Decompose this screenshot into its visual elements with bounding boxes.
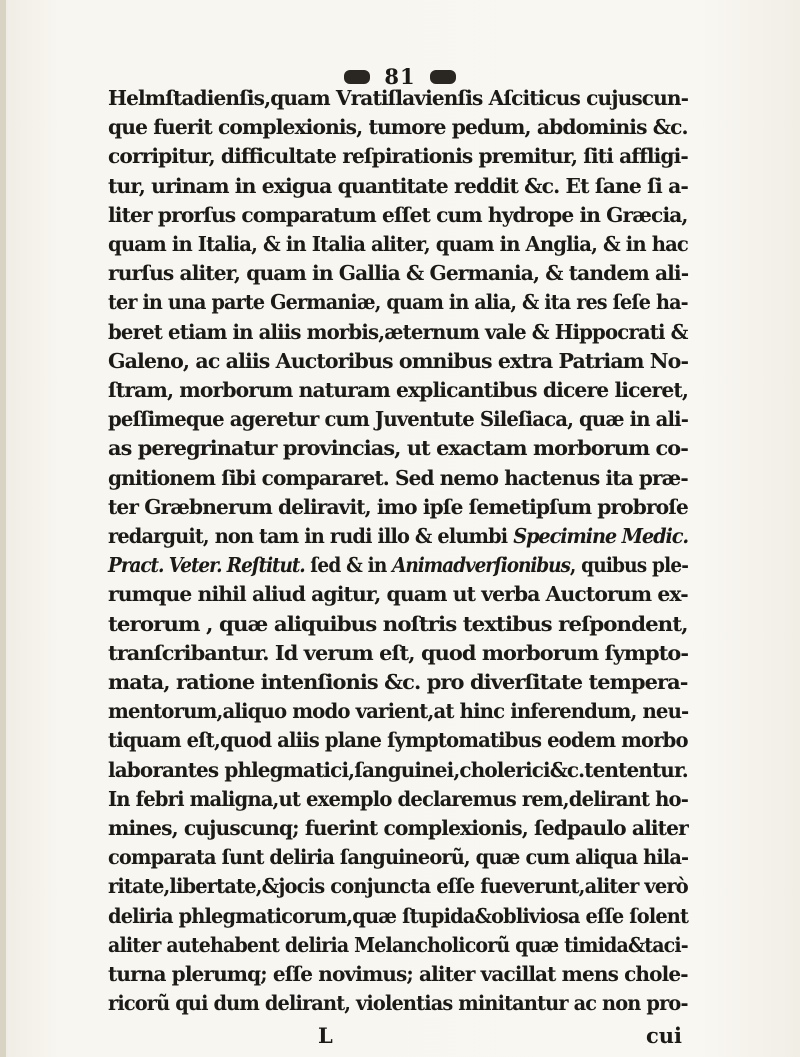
line-segment: ritate,libertate,&jocis conjuncta eſſe fueverunt,aliter verò bbox=[108, 874, 688, 899]
text-line bbox=[108, 872, 688, 901]
line-segment: mines, cujuscunq; fuerint complexionis, ſedpaulo aliter bbox=[108, 816, 688, 841]
line-segment: , quibus ple- bbox=[569, 553, 689, 578]
line-segment: as peregrinatur provincias, ut exactam morborum co- bbox=[108, 436, 689, 461]
text-line bbox=[108, 318, 688, 347]
line-segment: ſtram, morborum naturam explicantibus dicere liceret, bbox=[108, 378, 689, 403]
text-line bbox=[108, 610, 711, 639]
line-segment: ter in una parte Germaniæ, quam in alia, & ita res ſeſe ha- bbox=[108, 290, 688, 315]
text-line bbox=[108, 726, 688, 755]
catchword: cui bbox=[645, 1023, 682, 1048]
line-segment: mata, ratione intenſionis &c. pro diverſitate tempera- bbox=[108, 670, 688, 695]
text-line bbox=[108, 522, 688, 551]
text-line bbox=[108, 580, 688, 609]
italic-title: Pract. Veter. Reſtitut. bbox=[108, 553, 305, 578]
body-text bbox=[108, 84, 688, 1019]
text-line bbox=[108, 230, 689, 259]
line-segment: tur, urinam in exigua quantitate reddit &c. Et ſane ſi a- bbox=[108, 173, 688, 198]
text-line bbox=[108, 931, 688, 960]
line-segment: que fuerit complexionis, tumore pedum, abdominis &c. bbox=[108, 115, 688, 140]
italic-title: Animadverſionibus bbox=[392, 553, 570, 578]
text-line bbox=[108, 288, 688, 317]
line-segment: Helmſtadienſis,quam Vratiſlavienſis Aſciticus cujuscun- bbox=[108, 86, 689, 110]
text-line bbox=[108, 697, 689, 726]
text-line bbox=[108, 493, 688, 522]
line-segment: In febri maligna,ut exemplo declaremus rem,delirant ho- bbox=[108, 786, 689, 811]
line-segment: gnitionem ſibi compararet. Sed nemo hactenus ita præ- bbox=[108, 465, 688, 490]
line-segment: beret etiam in aliis morbis,æternum vale & Hippocrati & bbox=[108, 319, 688, 344]
text-line bbox=[108, 989, 688, 1018]
italic-title: Specimine Medic. bbox=[513, 524, 688, 549]
text-line bbox=[108, 172, 688, 201]
line-segment: quam in Italia, & in Italia aliter, quam in Anglia, & in hac bbox=[108, 232, 689, 257]
text-line bbox=[108, 113, 688, 142]
line-segment: redarguit, non tam in rudi illo & elumbi bbox=[108, 524, 514, 549]
text-line bbox=[108, 551, 689, 580]
line-segment: terorum , quæ aliquibus noſtris textibus reſpondent, bbox=[108, 611, 688, 636]
text-line bbox=[108, 668, 700, 697]
line-segment: liter prorſus comparatum eſſet cum hydrope in Græcia, bbox=[108, 202, 688, 227]
line-segment: turna plerumq; eſſe novimus; aliter vacillat mens chole- bbox=[108, 962, 688, 987]
text-line bbox=[108, 142, 688, 171]
text-line bbox=[108, 434, 697, 463]
text-line bbox=[108, 347, 689, 376]
line-segment: deliria phlegmaticorum,quæ ſtupida&obliviosa eſſe ſolent bbox=[108, 903, 689, 928]
text-line bbox=[108, 464, 688, 493]
text-line bbox=[108, 259, 689, 288]
line-segment: rurſus aliter, quam in Gallia & Germania, & tandem ali- bbox=[108, 261, 689, 286]
text-line bbox=[108, 785, 689, 814]
text-line bbox=[108, 639, 698, 668]
line-segment: tranſcribantur. Id verum eſt, quod morborum ſympto- bbox=[108, 640, 689, 665]
text-line bbox=[108, 405, 688, 434]
text-line bbox=[108, 902, 689, 931]
ornament-right-icon bbox=[430, 70, 456, 84]
line-segment: aliter autehabent deliria Melancholicorũ quæ timida&taci- bbox=[108, 932, 688, 957]
line-segment: comparata ſunt deliria ſanguineorũ, quæ cum aliqua hila- bbox=[108, 845, 689, 870]
text-line bbox=[108, 756, 688, 785]
line-segment: ricorũ qui dum delirant, violentias minitantur ac non pro- bbox=[108, 991, 688, 1016]
text-line bbox=[108, 960, 688, 989]
text-line bbox=[108, 376, 689, 405]
text-line bbox=[108, 843, 689, 872]
page-footer bbox=[108, 1023, 688, 1053]
signature-mark: L bbox=[318, 1023, 333, 1048]
line-segment: ſed & in bbox=[304, 553, 393, 578]
line-segment: peſſimeque ageretur cum Juventute Sileſiaca, quæ in ali- bbox=[108, 407, 688, 432]
ornament-left-icon bbox=[344, 70, 370, 84]
page-edge-shadow bbox=[0, 0, 6, 1057]
page-number: 81 bbox=[384, 64, 416, 89]
text-line bbox=[108, 84, 689, 113]
text-line bbox=[108, 814, 688, 843]
line-segment: rumque nihil aliud agitur, quam ut verba Auctorum ex- bbox=[108, 582, 688, 607]
text-line bbox=[108, 201, 688, 230]
line-segment: Galeno, ac aliis Auctoribus omnibus extra Patriam No- bbox=[108, 348, 689, 373]
line-segment: laborantes phlegmatici,ſanguinei,cholerici&c.tententur. bbox=[108, 757, 688, 782]
line-segment: tiquam eſt,quod aliis plane ſymptomatibus eodem morbo bbox=[108, 728, 688, 753]
line-segment: corripitur, difficultate reſpirationis premitur, ſiti affligi- bbox=[108, 144, 688, 169]
line-segment: ter Græbnerum deliravit, imo ipſe ſemetipſum probroſe bbox=[108, 494, 688, 519]
line-segment: mentorum,aliquo modo varient,at hinc inferendum, neu- bbox=[108, 699, 689, 724]
